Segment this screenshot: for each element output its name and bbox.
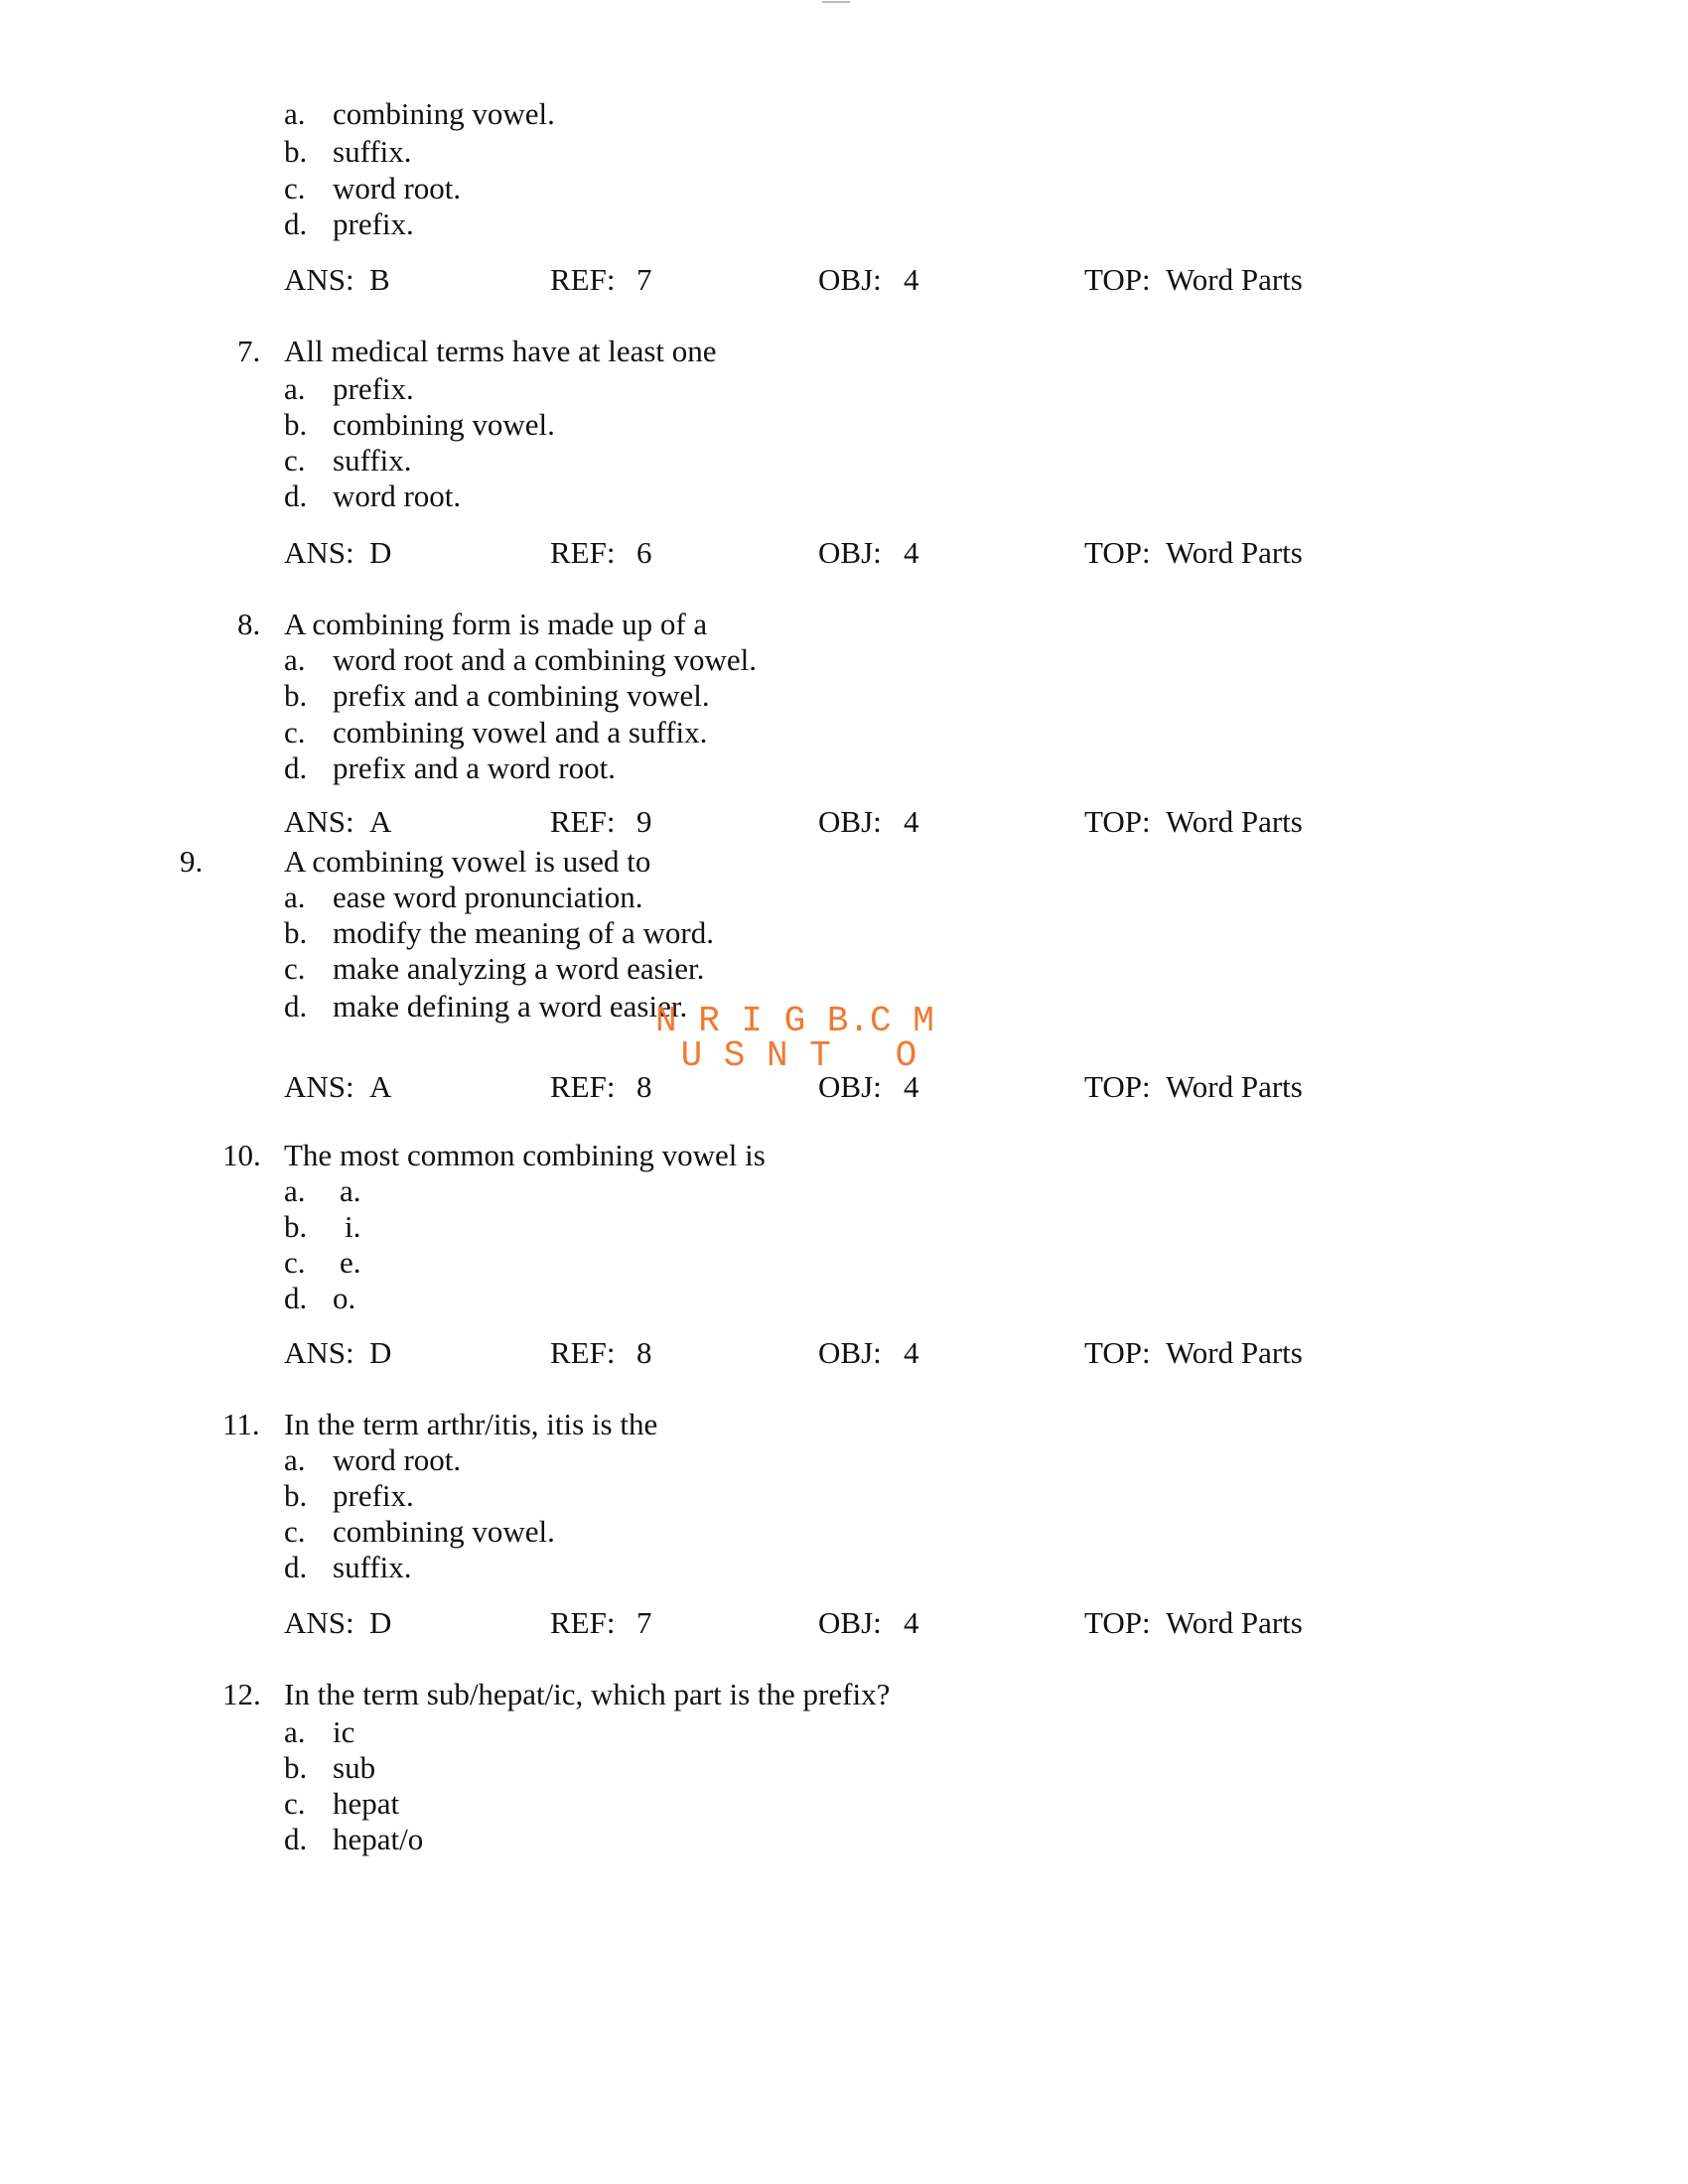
option-text: combining vowel.	[333, 96, 555, 131]
option-letter: d.	[284, 206, 308, 241]
option-letter: d.	[284, 989, 308, 1024]
ref-label: REF:	[550, 535, 616, 570]
option-letter: b.	[284, 678, 308, 713]
obj-label: OBJ:	[818, 1069, 882, 1104]
option-text: combining vowel and a suffix.	[333, 715, 708, 750]
watermark-line-2: U S N T O	[659, 1035, 917, 1076]
ref-label: REF:	[550, 1069, 616, 1104]
option-letter: c.	[284, 1786, 306, 1821]
ref-value: 7	[636, 262, 652, 297]
option-text: hepat/o	[333, 1822, 424, 1856]
top-label: TOP:	[1084, 804, 1151, 839]
option-text: suffix.	[333, 443, 412, 478]
option-letter: b.	[284, 1478, 308, 1513]
answer-value: D	[369, 1335, 392, 1370]
option-text: ease word pronunciation.	[333, 880, 643, 914]
ref-value: 6	[636, 535, 652, 570]
option-text: a.	[340, 1173, 361, 1208]
ref-value: 9	[636, 804, 652, 839]
topic-value: Word Parts	[1166, 535, 1303, 570]
option-letter: c.	[284, 1245, 306, 1280]
ref-label: REF:	[550, 1605, 616, 1640]
answer-value: B	[369, 262, 390, 297]
question-text: All medical terms have at least one	[284, 334, 717, 368]
obj-label: OBJ:	[818, 1335, 882, 1370]
option-letter: a.	[284, 1442, 306, 1477]
option-letter: a.	[284, 642, 306, 677]
answer-value: A	[369, 804, 392, 839]
option-letter: c.	[284, 951, 306, 986]
option-letter: a.	[284, 880, 306, 914]
topic-value: Word Parts	[1166, 1069, 1303, 1104]
option-text: word root.	[333, 478, 462, 513]
answer-value: D	[369, 535, 392, 570]
ans-label: ANS:	[284, 1605, 354, 1640]
ans-label: ANS:	[284, 535, 354, 570]
option-letter: c.	[284, 171, 306, 205]
option-text: word root.	[333, 171, 462, 205]
option-text: prefix and a combining vowel.	[333, 678, 710, 713]
option-text: suffix.	[333, 1550, 412, 1584]
topic-value: Word Parts	[1166, 262, 1303, 297]
option-letter: b.	[284, 134, 308, 169]
option-text: word root and a combining vowel.	[333, 642, 758, 677]
ref-label: REF:	[550, 262, 616, 297]
obj-value: 4	[904, 262, 919, 297]
top-label: TOP:	[1084, 1069, 1151, 1104]
option-text: prefix.	[333, 206, 414, 241]
question-text: In the term sub/hepat/ic, which part is the prefix?	[284, 1677, 891, 1711]
question-number: 10.	[222, 1138, 261, 1172]
option-text: i.	[345, 1209, 361, 1244]
option-letter: b.	[284, 915, 308, 950]
option-text: combining vowel.	[333, 407, 555, 442]
ref-label: REF:	[550, 804, 616, 839]
topic-value: Word Parts	[1166, 1605, 1303, 1640]
option-letter: c.	[284, 443, 306, 478]
answer-value: D	[369, 1605, 392, 1640]
question-number: 7.	[237, 334, 261, 368]
option-text: make analyzing a word easier.	[333, 951, 705, 986]
option-text: hepat	[333, 1786, 400, 1821]
obj-value: 4	[904, 1605, 919, 1640]
ref-value: 7	[636, 1605, 652, 1640]
obj-value: 4	[904, 804, 919, 839]
option-text: ic	[333, 1714, 355, 1749]
option-letter: c.	[284, 715, 306, 750]
ref-value: 8	[636, 1335, 652, 1370]
option-text: word root.	[333, 1442, 462, 1477]
obj-label: OBJ:	[818, 804, 882, 839]
obj-value: 4	[904, 535, 919, 570]
question-number: 8.	[237, 607, 261, 641]
option-letter: d.	[284, 1822, 308, 1856]
option-text: prefix.	[333, 1478, 414, 1513]
option-letter: a.	[284, 371, 306, 406]
top-label: TOP:	[1084, 262, 1151, 297]
question-text: The most common combining vowel is	[284, 1138, 766, 1172]
option-text: suffix.	[333, 134, 412, 169]
ans-label: ANS:	[284, 1069, 354, 1104]
option-text: combining vowel.	[333, 1514, 555, 1549]
option-text: prefix and a word root.	[333, 751, 616, 785]
question-text: A combining vowel is used to	[284, 844, 651, 879]
ans-label: ANS:	[284, 1335, 354, 1370]
obj-value: 4	[904, 1069, 919, 1104]
obj-value: 4	[904, 1335, 919, 1370]
question-text: A combining form is made up of a	[284, 607, 708, 641]
obj-label: OBJ:	[818, 535, 882, 570]
ref-label: REF:	[550, 1335, 616, 1370]
option-letter: d.	[284, 1281, 308, 1315]
option-letter: d.	[284, 478, 308, 513]
option-letter: a.	[284, 1173, 306, 1208]
option-text: modify the meaning of a word.	[333, 915, 714, 950]
option-letter: b.	[284, 1209, 308, 1244]
ref-value: 8	[636, 1069, 652, 1104]
option-text: sub	[333, 1750, 376, 1785]
option-letter: a.	[284, 1714, 306, 1749]
topic-value: Word Parts	[1166, 1335, 1303, 1370]
question-text: In the term arthr/itis, itis is the	[284, 1407, 658, 1441]
question-number: 9.	[180, 844, 204, 879]
option-letter: c.	[284, 1514, 306, 1549]
option-letter: b.	[284, 407, 308, 442]
answer-value: A	[369, 1069, 392, 1104]
top-label: TOP:	[1084, 1335, 1151, 1370]
option-letter: d.	[284, 1550, 308, 1584]
top-label: TOP:	[1084, 1605, 1151, 1640]
option-letter: d.	[284, 751, 308, 785]
topic-value: Word Parts	[1166, 804, 1303, 839]
obj-label: OBJ:	[818, 262, 882, 297]
page-header-mark	[822, 1, 850, 3]
option-text: make defining a word easier.	[333, 989, 688, 1024]
watermark-line-1: N R I G B.C M	[655, 1001, 934, 1041]
obj-label: OBJ:	[818, 1605, 882, 1640]
option-letter: a.	[284, 96, 306, 131]
ans-label: ANS:	[284, 804, 354, 839]
top-label: TOP:	[1084, 535, 1151, 570]
option-text: prefix.	[333, 371, 414, 406]
option-text: o.	[333, 1281, 356, 1315]
ans-label: ANS:	[284, 262, 354, 297]
question-number: 11.	[222, 1407, 260, 1441]
option-text: e.	[340, 1245, 361, 1280]
option-letter: b.	[284, 1750, 308, 1785]
question-number: 12.	[222, 1677, 261, 1711]
